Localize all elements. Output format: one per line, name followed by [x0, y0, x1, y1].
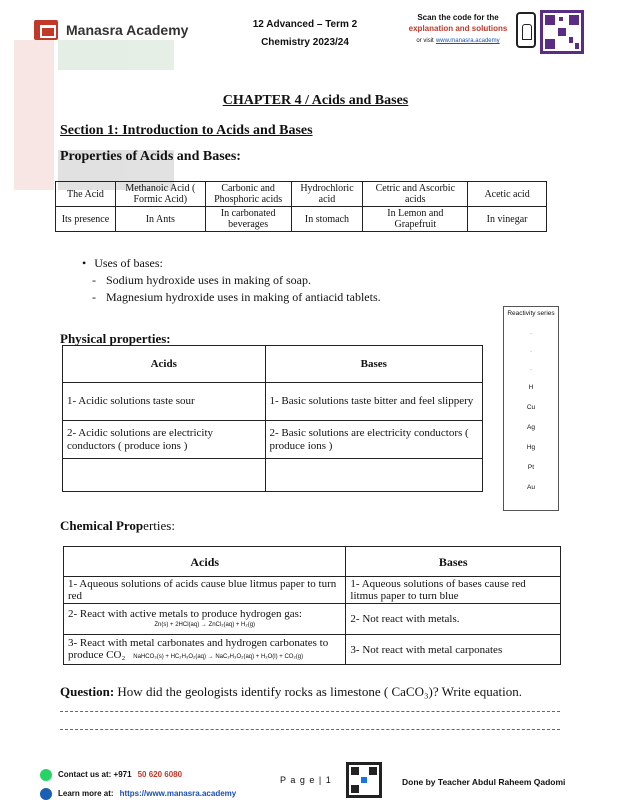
laptop-icon [34, 20, 58, 40]
table-cell: 1- Aqueous solutions of bases cause red litmus paper to turn blue [346, 577, 561, 604]
table-cell: In Ants [115, 207, 205, 232]
reaction-text: 3- React with metal carbonates and hydrogen carbonates to produce CO₂ [68, 636, 329, 661]
table-cell [64, 604, 346, 635]
table-cell: Methanoic Acid ( Formic Acid) [115, 182, 205, 207]
qr-code[interactable] [540, 10, 584, 54]
title-rest-part: erties: [143, 518, 175, 533]
website-link[interactable]: https://www.manasra.academy [119, 789, 237, 798]
reactivity-title: Reactivity series [507, 310, 555, 317]
uses-title: Uses of bases: [94, 256, 163, 270]
chapter-title: CHAPTER 4 / Acids and Bases [222, 93, 409, 108]
dash-icon: - [92, 273, 96, 287]
scan-url-link[interactable]: www.manasra.academy [435, 38, 500, 44]
table-cell [64, 635, 346, 665]
element-symbol: Ag [527, 424, 535, 431]
whatsapp-icon [40, 769, 52, 781]
table-cell: In stomach [291, 207, 363, 232]
column-header: Acids [64, 547, 346, 577]
reaction-equation: Zn(s) + 2HCl(aq) → ZnCl₂(aq) + H₂(g) [154, 622, 256, 628]
list-item: . [530, 347, 532, 354]
list-item: . [530, 365, 532, 372]
table-cell: In carbonated beverages [205, 207, 291, 232]
answer-line[interactable] [60, 729, 560, 730]
question-text: How did the geologists identify rocks as limestone ( CaCO₃)? Write equation. [117, 684, 522, 699]
chemical-properties-title [60, 518, 175, 534]
column-header: Acids [63, 346, 266, 383]
scan-line-1: Scan the code for the [417, 13, 499, 22]
list-item: Sodium hydroxide uses in making of soap. [106, 273, 311, 287]
element-symbol: Cu [526, 404, 536, 411]
phone-tap-icon [516, 12, 536, 48]
contact-label: Contact us at: +971 [58, 770, 132, 779]
table-row [63, 383, 483, 421]
scan-line-2: explanation and solutions [408, 24, 508, 33]
chemical-properties-table [63, 546, 561, 665]
question-label: Question: [60, 684, 115, 699]
reaction-text: 2- React with active metals to produce hydrogen gas: [68, 608, 302, 620]
table-cell: In Lemon and Grapefruit [363, 207, 468, 232]
table-row [64, 577, 561, 604]
course-info [240, 16, 370, 52]
question [60, 684, 522, 700]
column-header: Bases [265, 346, 482, 383]
logo-text: Manasra Academy [66, 22, 189, 38]
page-number: P a g e | 1 [280, 775, 332, 785]
learn-label: Learn more at: [58, 789, 114, 798]
title-bold-part: Chemical Prop [60, 518, 144, 533]
reaction-equation: NaHCO₃(s) + HC₂H₃O₂(aq) → NaC₂H₃O₂(aq) + H₂O(l) + CO₂(g) [133, 653, 304, 660]
table-cell: Cetric and Ascorbic acids [363, 182, 468, 207]
academy-logo [34, 20, 188, 40]
table-row [63, 346, 483, 383]
element-symbol: H [528, 384, 534, 391]
grade-label: 12 Advanced – Term 2 [252, 19, 358, 30]
acids-presence-table [55, 181, 547, 232]
physical-properties-table [62, 345, 483, 492]
properties-title: Properties of Acids and Bases: [60, 149, 241, 164]
table-cell-empty [265, 459, 482, 492]
element-symbol: Pt [527, 464, 535, 471]
list-item: . [530, 329, 532, 336]
table-cell: In vinegar [468, 207, 547, 232]
table-cell: 3- Not react with metal carponates [346, 635, 561, 665]
watermark-logo [14, 40, 174, 190]
footer-contact [40, 765, 236, 800]
qr-code-footer[interactable] [346, 762, 382, 798]
section-title: Section 1: Introduction to Acids and Bases [60, 123, 313, 138]
table-cell: Its presence [56, 207, 116, 232]
physical-properties-title: Physical properties: [60, 331, 171, 346]
list-item: Magnesium hydroxide uses in making of antiacid tablets. [106, 290, 381, 304]
table-row [56, 207, 547, 232]
table-row [64, 547, 561, 577]
table-cell: 2- Acidic solutions are electricity conductors ( produce ions ) [63, 421, 266, 459]
www-icon [40, 788, 52, 800]
table-cell: Acetic acid [468, 182, 547, 207]
column-header: Bases [346, 547, 561, 577]
table-cell: Carbonic and Phosphoric acids [205, 182, 291, 207]
table-row [63, 421, 483, 459]
dash-icon: - [92, 290, 96, 304]
uses-of-bases [82, 255, 381, 306]
table-cell: Hydrochloric acid [291, 182, 363, 207]
table-row [64, 604, 561, 635]
table-row [56, 182, 547, 207]
author-credit: Done by Teacher Abdul Raheem Qadomi [402, 777, 566, 787]
bullet-icon: • [82, 256, 87, 270]
table-cell: 1- Acidic solutions taste sour [63, 383, 266, 421]
scan-or: or visit [416, 38, 434, 44]
reactivity-series-box [503, 306, 559, 511]
table-cell: The Acid [56, 182, 116, 207]
table-cell-empty [63, 459, 266, 492]
answer-line[interactable] [60, 711, 560, 712]
table-cell: 2- Not react with metals. [346, 604, 561, 635]
contact-number-link[interactable]: 50 620 6080 [137, 770, 183, 779]
element-symbol: Au [527, 484, 535, 491]
table-cell: 1- Aqueous solutions of acids cause blue litmus paper to turn red [64, 577, 346, 604]
table-row [64, 635, 561, 665]
table-cell: 1- Basic solutions taste bitter and feel slippery [265, 383, 482, 421]
scan-instructions [402, 12, 514, 47]
table-cell: 2- Basic solutions are electricity conductors ( produce ions ) [265, 421, 482, 459]
course-label: Chemistry 2023/24 [261, 37, 349, 48]
element-symbol: Hg [526, 444, 536, 451]
table-row [63, 459, 483, 492]
